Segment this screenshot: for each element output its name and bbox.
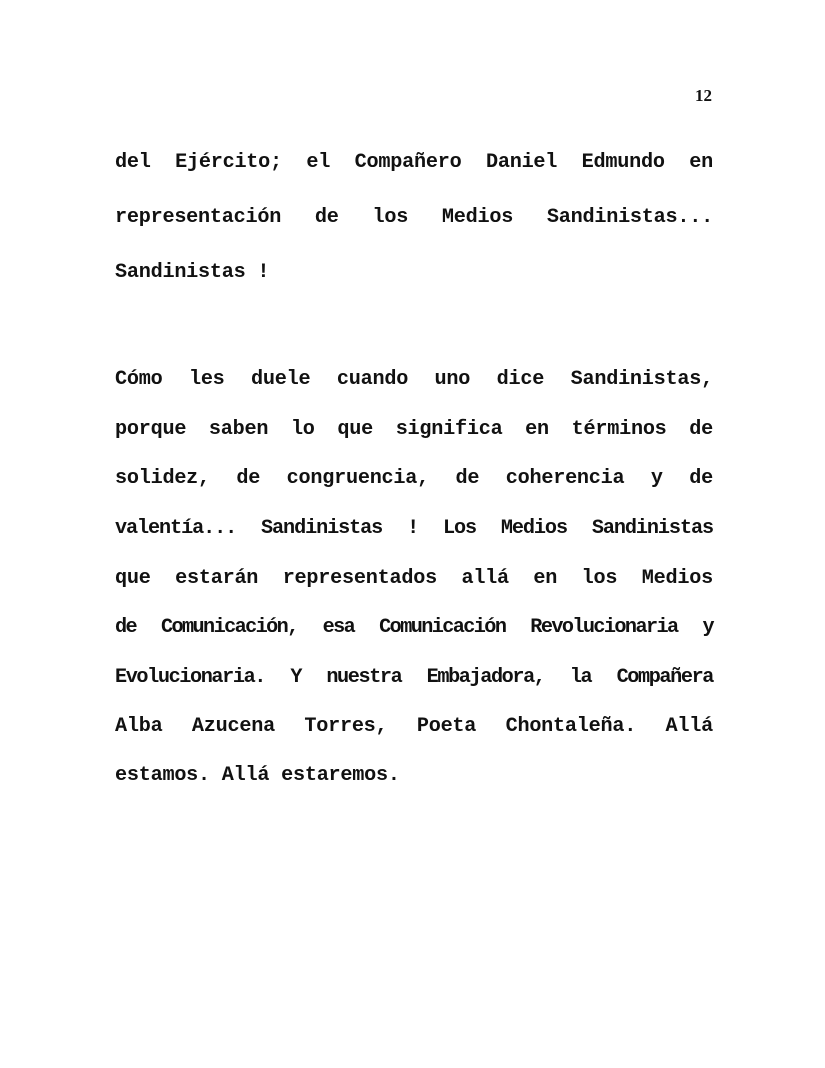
text-line: que estarán representados allá en los Medios bbox=[115, 567, 713, 590]
text-line: valentía... Sandinistas ! Los Medios Sandinistas bbox=[115, 517, 713, 540]
page-number: 12 bbox=[695, 86, 712, 105]
text-line: Evolucionaria. Y nuestra Embajadora, la Compañera bbox=[115, 666, 713, 689]
text-line: solidez, de congruencia, de coherencia y de bbox=[115, 467, 713, 490]
text-line: Cómo les duele cuando uno dice Sandinistas, bbox=[115, 368, 713, 391]
text-line: de Comunicación, esa Comunicación Revolucionaria y bbox=[115, 616, 713, 639]
text-line: Alba Azucena Torres, Poeta Chontaleña. Allá bbox=[115, 715, 713, 738]
text-line: del Ejército; el Compañero Daniel Edmundo en bbox=[115, 151, 713, 174]
text-line: porque saben lo que significa en términos de bbox=[115, 418, 713, 441]
text-line: representación de los Medios Sandinistas... bbox=[115, 206, 713, 229]
text-line: estamos. Allá estaremos. bbox=[115, 764, 400, 787]
text-line: Sandinistas ! bbox=[115, 261, 270, 284]
